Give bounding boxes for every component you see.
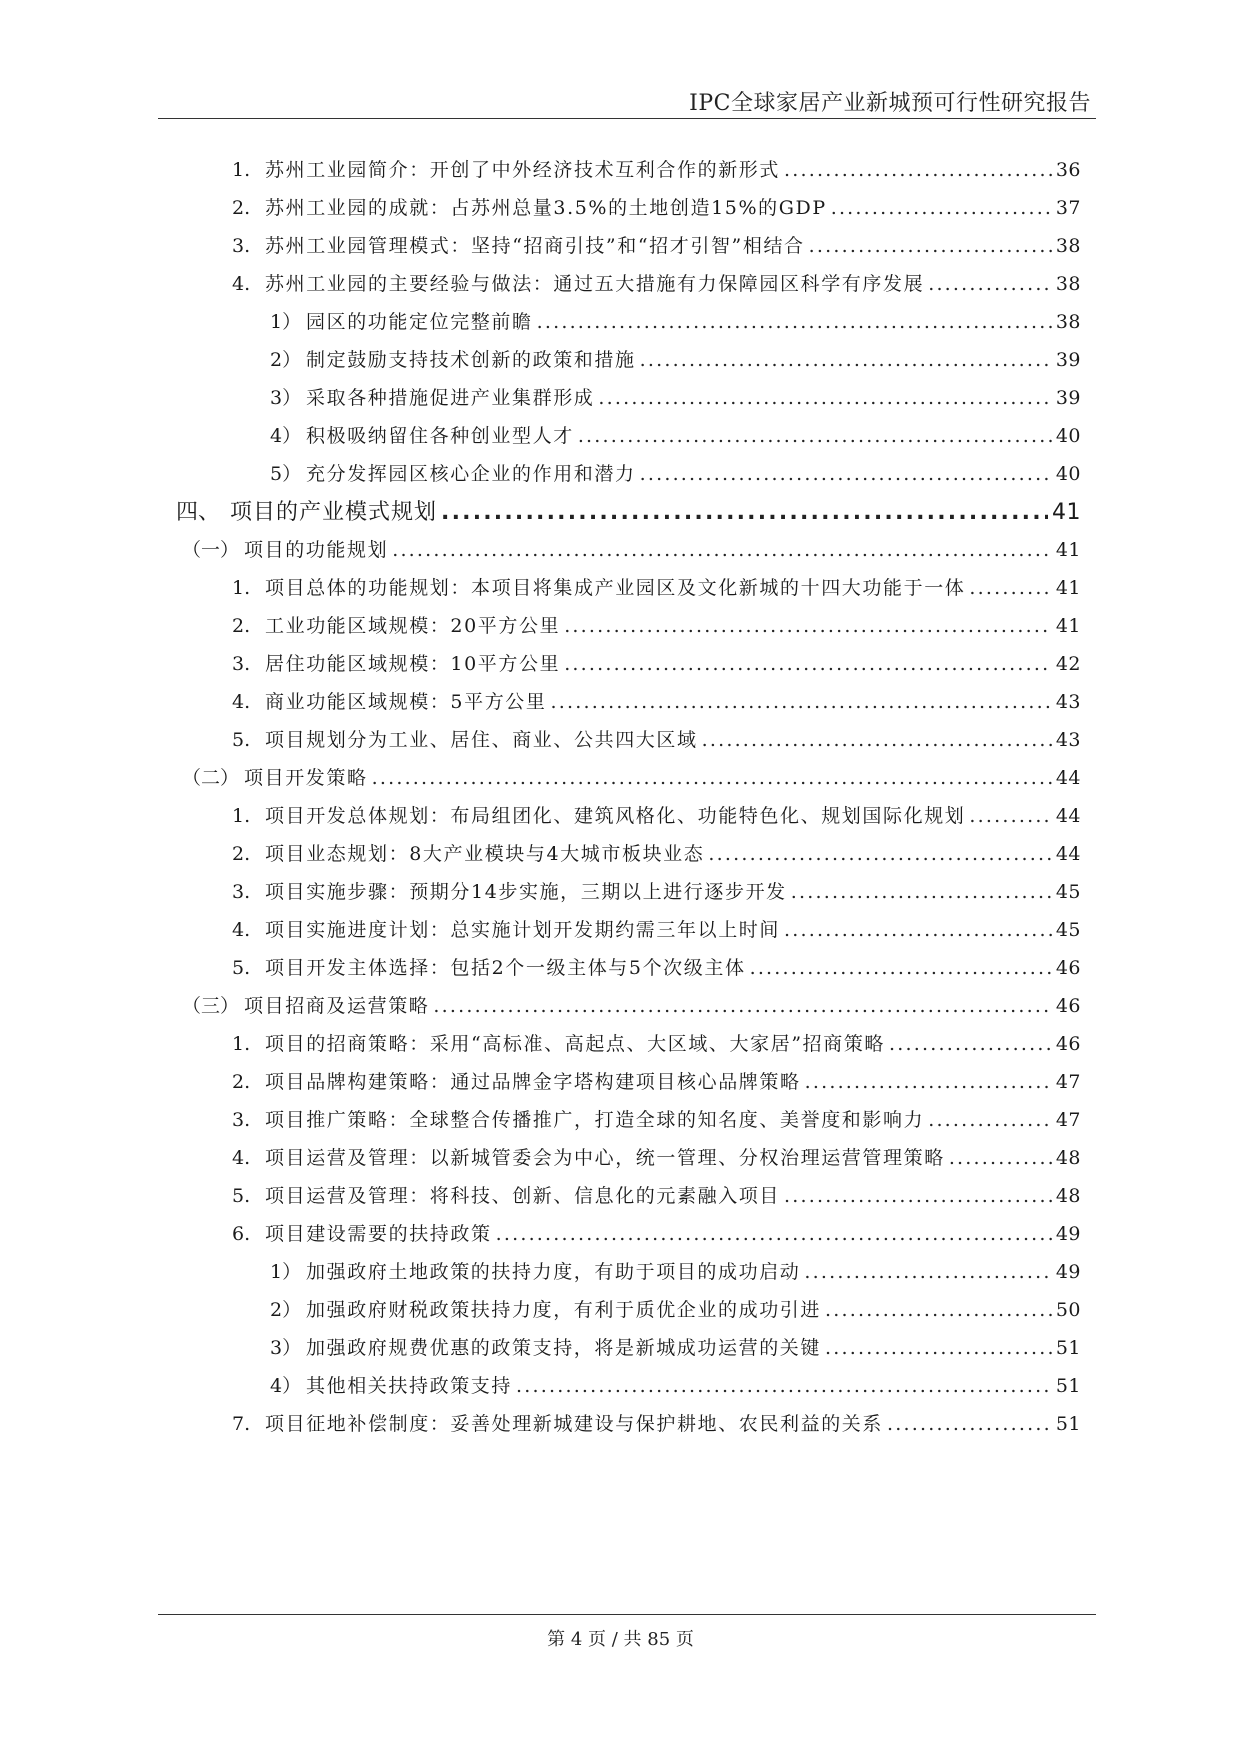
toc-dot-leader bbox=[750, 957, 1052, 979]
document-header-title: IPC全球家居产业新城预可行性研究报告 bbox=[689, 91, 1091, 116]
toc-entry-title: 项目开发主体选择：包括2个一级主体与5个次级主体 bbox=[265, 957, 746, 979]
toc-entry-number: 2. bbox=[232, 843, 251, 865]
toc-entry-number: 2） bbox=[270, 1299, 302, 1321]
toc-dot-leader bbox=[708, 843, 1051, 865]
toc-entry-title: 项目实施进度计划：总实施计划开发期约需三年以上时间 bbox=[265, 919, 781, 941]
toc-entry-number: （三） bbox=[182, 995, 240, 1017]
toc-entry-page-number: 51 bbox=[1055, 1337, 1081, 1359]
toc-entry-title: 项目的功能规划 bbox=[244, 539, 389, 561]
toc-entry-number: 6. bbox=[232, 1223, 251, 1245]
toc-entry-title: 加强政府财税政策扶持力度，有利于质优企业的成功引进 bbox=[306, 1299, 822, 1321]
toc-entry-number: 5. bbox=[232, 1185, 251, 1207]
toc-entry-number: 2） bbox=[270, 349, 302, 371]
toc-entry-number: 2. bbox=[232, 615, 251, 637]
footer-page-mid: 页 / 共 bbox=[588, 1629, 642, 1650]
toc-dot-leader bbox=[516, 1375, 1052, 1397]
toc-dot-leader bbox=[949, 1147, 1052, 1169]
toc-entry[interactable] bbox=[232, 155, 1081, 185]
toc-entry-title: 加强政府土地政策的扶持力度，有助于项目的成功启动 bbox=[306, 1261, 801, 1283]
toc-entry-number: 7. bbox=[232, 1413, 251, 1435]
toc-entry-page-number: 45 bbox=[1055, 881, 1081, 903]
toc-entry-number: 4） bbox=[270, 425, 302, 447]
toc-entry-page-number: 47 bbox=[1055, 1071, 1081, 1093]
toc-dot-leader bbox=[887, 1413, 1052, 1435]
toc-entry-title: 项目业态规划：8大产业模块与4大城市板块业态 bbox=[265, 843, 705, 865]
toc-entry-title: 项目规划分为工业、居住、商业、公共四大区域 bbox=[265, 729, 698, 751]
toc-entry[interactable] bbox=[270, 383, 1081, 413]
toc-entry-number: 1） bbox=[270, 1261, 302, 1283]
toc-entry-title: 项目的招商策略：采用“高标准、高起点、大区域、大家居”招商策略 bbox=[265, 1033, 886, 1055]
toc-entry-page-number: 49 bbox=[1055, 1223, 1081, 1245]
footer-divider bbox=[158, 1614, 1096, 1615]
toc-entry-number: 5） bbox=[270, 463, 302, 485]
toc-entry-title: 加强政府规费优惠的政策支持，将是新城成功运营的关键 bbox=[306, 1337, 822, 1359]
toc-dot-leader bbox=[928, 273, 1052, 295]
toc-dot-leader bbox=[784, 919, 1052, 941]
toc-dot-leader bbox=[831, 197, 1052, 219]
toc-entry-title: 项目招商及运营策略 bbox=[244, 995, 430, 1017]
toc-entry[interactable] bbox=[232, 231, 1081, 261]
toc-entry[interactable] bbox=[232, 801, 1081, 831]
toc-dot-leader bbox=[564, 615, 1052, 637]
toc-entry-page-number: 51 bbox=[1055, 1413, 1081, 1435]
toc-entry-page-number: 38 bbox=[1055, 235, 1081, 257]
toc-entry-page-number: 38 bbox=[1055, 273, 1081, 295]
toc-entry[interactable] bbox=[232, 1181, 1081, 1211]
toc-entry-page-number: 49 bbox=[1055, 1261, 1081, 1283]
toc-entry-title: 采取各种措施促进产业集群形成 bbox=[306, 387, 595, 409]
toc-entry-number: 4） bbox=[270, 1375, 302, 1397]
toc-entry-page-number: 37 bbox=[1055, 197, 1081, 219]
toc-dot-leader bbox=[809, 235, 1052, 257]
toc-entry[interactable] bbox=[182, 535, 1081, 565]
toc-entry-title: 项目建设需要的扶持政策 bbox=[265, 1223, 492, 1245]
toc-entry-page-number: 40 bbox=[1055, 463, 1081, 485]
toc-dot-leader bbox=[702, 729, 1052, 751]
toc-entry[interactable] bbox=[232, 877, 1081, 907]
toc-entry[interactable] bbox=[232, 611, 1081, 641]
toc-dot-leader bbox=[578, 425, 1052, 447]
toc-entry-page-number: 50 bbox=[1055, 1299, 1081, 1321]
toc-entry-title: 项目的产业模式规划 bbox=[230, 500, 438, 525]
toc-entry-page-number: 36 bbox=[1055, 159, 1081, 181]
toc-entry[interactable] bbox=[182, 763, 1081, 793]
toc-dot-leader bbox=[825, 1337, 1052, 1359]
toc-entry[interactable] bbox=[232, 725, 1081, 755]
toc-entry[interactable] bbox=[232, 1105, 1081, 1135]
footer-total-pages: 85 bbox=[647, 1629, 671, 1650]
toc-dot-leader bbox=[392, 539, 1052, 561]
toc-entry-title: 项目运营及管理：以新城管委会为中心，统一管理、分权治理运营管理策略 bbox=[265, 1147, 945, 1169]
toc-entry[interactable] bbox=[232, 953, 1081, 983]
toc-dot-leader bbox=[784, 159, 1052, 181]
toc-entry-page-number: 41 bbox=[1055, 577, 1081, 599]
toc-dot-leader bbox=[969, 805, 1051, 827]
toc-entry-number: 4. bbox=[232, 691, 251, 713]
toc-entry-title: 园区的功能定位完整前瞻 bbox=[306, 311, 533, 333]
page-number-footer bbox=[0, 1625, 1241, 1651]
toc-entry-page-number: 46 bbox=[1055, 957, 1081, 979]
toc-entry-page-number: 46 bbox=[1055, 1033, 1081, 1055]
toc-entry-number: 1） bbox=[270, 311, 302, 333]
toc-entry-page-number: 44 bbox=[1055, 805, 1081, 827]
toc-entry-title: 积极吸纳留住各种创业型人才 bbox=[306, 425, 574, 447]
toc-entry-number: （一） bbox=[182, 539, 240, 561]
toc-entry-title: 项目开发总体规划：布局组团化、建筑风格化、功能特色化、规划国际化规划 bbox=[265, 805, 966, 827]
toc-entry[interactable] bbox=[270, 459, 1081, 489]
footer-page-prefix: 第 bbox=[547, 1629, 566, 1650]
toc-entry-page-number: 51 bbox=[1055, 1375, 1081, 1397]
toc-entry-number: 1. bbox=[232, 1033, 251, 1055]
toc-entry-number: 4. bbox=[232, 1147, 251, 1169]
toc-entry[interactable] bbox=[232, 573, 1081, 603]
toc-entry-title: 工业功能区域规模：20平方公里 bbox=[265, 615, 561, 637]
toc-entry-number: 5. bbox=[232, 729, 251, 751]
toc-entry-page-number: 44 bbox=[1055, 843, 1081, 865]
toc-entry-title: 项目品牌构建策略：通过品牌金字塔构建项目核心品牌策略 bbox=[265, 1071, 801, 1093]
footer-current-page: 4 bbox=[570, 1629, 583, 1650]
header-divider bbox=[158, 118, 1096, 119]
toc-dot-leader bbox=[433, 995, 1051, 1017]
toc-entry[interactable] bbox=[270, 345, 1081, 375]
toc-entry-page-number: 39 bbox=[1055, 349, 1081, 371]
toc-entry-page-number: 41 bbox=[1055, 539, 1081, 561]
toc-entry-title: 项目开发策略 bbox=[244, 767, 368, 789]
toc-dot-leader bbox=[640, 349, 1052, 371]
toc-dot-leader bbox=[805, 1071, 1052, 1093]
toc-entry-title: 居住功能区域规模：10平方公里 bbox=[265, 653, 561, 675]
toc-entry-page-number: 42 bbox=[1055, 653, 1081, 675]
toc-entry-page-number: 48 bbox=[1055, 1185, 1081, 1207]
toc-entry-title: 项目征地补偿制度：妥善处理新城建设与保护耕地、农民利益的关系 bbox=[265, 1413, 884, 1435]
toc-entry-title: 项目运营及管理：将科技、创新、信息化的元素融入项目 bbox=[265, 1185, 781, 1207]
footer-page-suffix: 页 bbox=[675, 1629, 694, 1650]
toc-entry-title: 苏州工业园的主要经验与做法：通过五大措施有力保障园区科学有序发展 bbox=[265, 273, 925, 295]
toc-entry-number: 2. bbox=[232, 197, 251, 219]
toc-entry-number: 3） bbox=[270, 1337, 302, 1359]
toc-entry-page-number: 43 bbox=[1055, 729, 1081, 751]
toc-entry-number: 3. bbox=[232, 653, 251, 675]
toc-dot-leader bbox=[784, 1185, 1052, 1207]
toc-dot-leader bbox=[969, 577, 1051, 599]
toc-entry-title: 苏州工业园的成就：占苏州总量3.5%的土地创造15%的GDP bbox=[265, 197, 827, 219]
toc-entry-title: 商业功能区域规模：5平方公里 bbox=[265, 691, 547, 713]
toc-entry-page-number: 48 bbox=[1055, 1147, 1081, 1169]
toc-entry[interactable] bbox=[232, 649, 1081, 679]
toc-dot-leader bbox=[551, 691, 1052, 713]
toc-entry-page-number: 44 bbox=[1055, 767, 1081, 789]
toc-entry-title: 充分发挥园区核心企业的作用和潜力 bbox=[306, 463, 636, 485]
toc-entry[interactable] bbox=[270, 1295, 1081, 1325]
toc-entry[interactable] bbox=[176, 495, 1081, 525]
toc-entry-title: 项目实施步骤：预期分14步实施，三期以上进行逐步开发 bbox=[265, 881, 787, 903]
toc-entry[interactable] bbox=[270, 421, 1081, 451]
toc-entry-page-number: 45 bbox=[1055, 919, 1081, 941]
toc-entry[interactable] bbox=[232, 193, 1081, 223]
toc-entry-page-number: 40 bbox=[1055, 425, 1081, 447]
toc-entry-title: 项目总体的功能规划：本项目将集成产业园区及文化新城的十四大功能于一体 bbox=[265, 577, 966, 599]
toc-dot-leader bbox=[640, 463, 1052, 485]
toc-dot-leader bbox=[496, 1223, 1052, 1245]
toc-entry-number: 4. bbox=[232, 273, 251, 295]
toc-entry-page-number: 41 bbox=[1055, 615, 1081, 637]
toc-dot-leader bbox=[804, 1261, 1051, 1283]
toc-entry-number: 1. bbox=[232, 577, 251, 599]
toc-entry[interactable] bbox=[232, 1219, 1081, 1249]
toc-entry[interactable] bbox=[270, 1333, 1081, 1363]
toc-entry[interactable] bbox=[232, 1067, 1081, 1097]
toc-dot-leader bbox=[564, 653, 1052, 675]
toc-entry[interactable] bbox=[270, 1371, 1081, 1401]
toc-entry-page-number: 46 bbox=[1055, 995, 1081, 1017]
toc-entry[interactable] bbox=[232, 1143, 1081, 1173]
toc-dot-leader bbox=[598, 387, 1051, 409]
toc-dot-leader bbox=[889, 1033, 1052, 1055]
toc-dot-leader bbox=[791, 881, 1052, 903]
toc-dot-leader bbox=[825, 1299, 1052, 1321]
toc-entry-number: 1. bbox=[232, 159, 251, 181]
toc-dot-leader bbox=[928, 1109, 1052, 1131]
toc-entry[interactable] bbox=[270, 307, 1081, 337]
toc-entry[interactable] bbox=[232, 1029, 1081, 1059]
toc-entry-page-number: 43 bbox=[1055, 691, 1081, 713]
toc-dot-leader bbox=[441, 500, 1048, 525]
toc-dot-leader bbox=[372, 767, 1052, 789]
toc-entry-number: （二） bbox=[182, 767, 240, 789]
toc-entry[interactable] bbox=[270, 1257, 1081, 1287]
toc-entry-title: 制定鼓励支持技术创新的政策和措施 bbox=[306, 349, 636, 371]
toc-entry-title: 苏州工业园管理模式：坚持“招商引技”和“招才引智”相结合 bbox=[265, 235, 805, 257]
toc-entry-number: 3. bbox=[232, 881, 251, 903]
toc-entry-number: 5. bbox=[232, 957, 251, 979]
toc-entry-page-number: 39 bbox=[1055, 387, 1081, 409]
toc-entry-page-number: 38 bbox=[1055, 311, 1081, 333]
toc-entry-number: 1. bbox=[232, 805, 251, 827]
toc-entry[interactable] bbox=[182, 991, 1081, 1021]
toc-entry-title: 项目推广策略：全球整合传播推广，打造全球的知名度、美誉度和影响力 bbox=[265, 1109, 925, 1131]
toc-entry-page-number: 47 bbox=[1055, 1109, 1081, 1131]
toc-entry-number: 四、 bbox=[176, 500, 221, 525]
toc-entry[interactable] bbox=[232, 915, 1081, 945]
toc-entry-number: 4. bbox=[232, 919, 251, 941]
toc-entry-number: 2. bbox=[232, 1071, 251, 1093]
toc-entry[interactable] bbox=[232, 687, 1081, 717]
toc-entry-page-number: 41 bbox=[1052, 500, 1081, 525]
toc-entry-number: 3. bbox=[232, 235, 251, 257]
toc-entry-number: 3. bbox=[232, 1109, 251, 1131]
toc-entry-title: 苏州工业园简介：开创了中外经济技术互利合作的新形式 bbox=[265, 159, 781, 181]
toc-entry[interactable] bbox=[232, 1409, 1081, 1439]
toc-entry[interactable] bbox=[232, 269, 1081, 299]
toc-entry-title: 其他相关扶持政策支持 bbox=[306, 1375, 513, 1397]
toc-entry[interactable] bbox=[232, 839, 1081, 869]
toc-dot-leader bbox=[537, 311, 1052, 333]
toc-entry-number: 3） bbox=[270, 387, 302, 409]
